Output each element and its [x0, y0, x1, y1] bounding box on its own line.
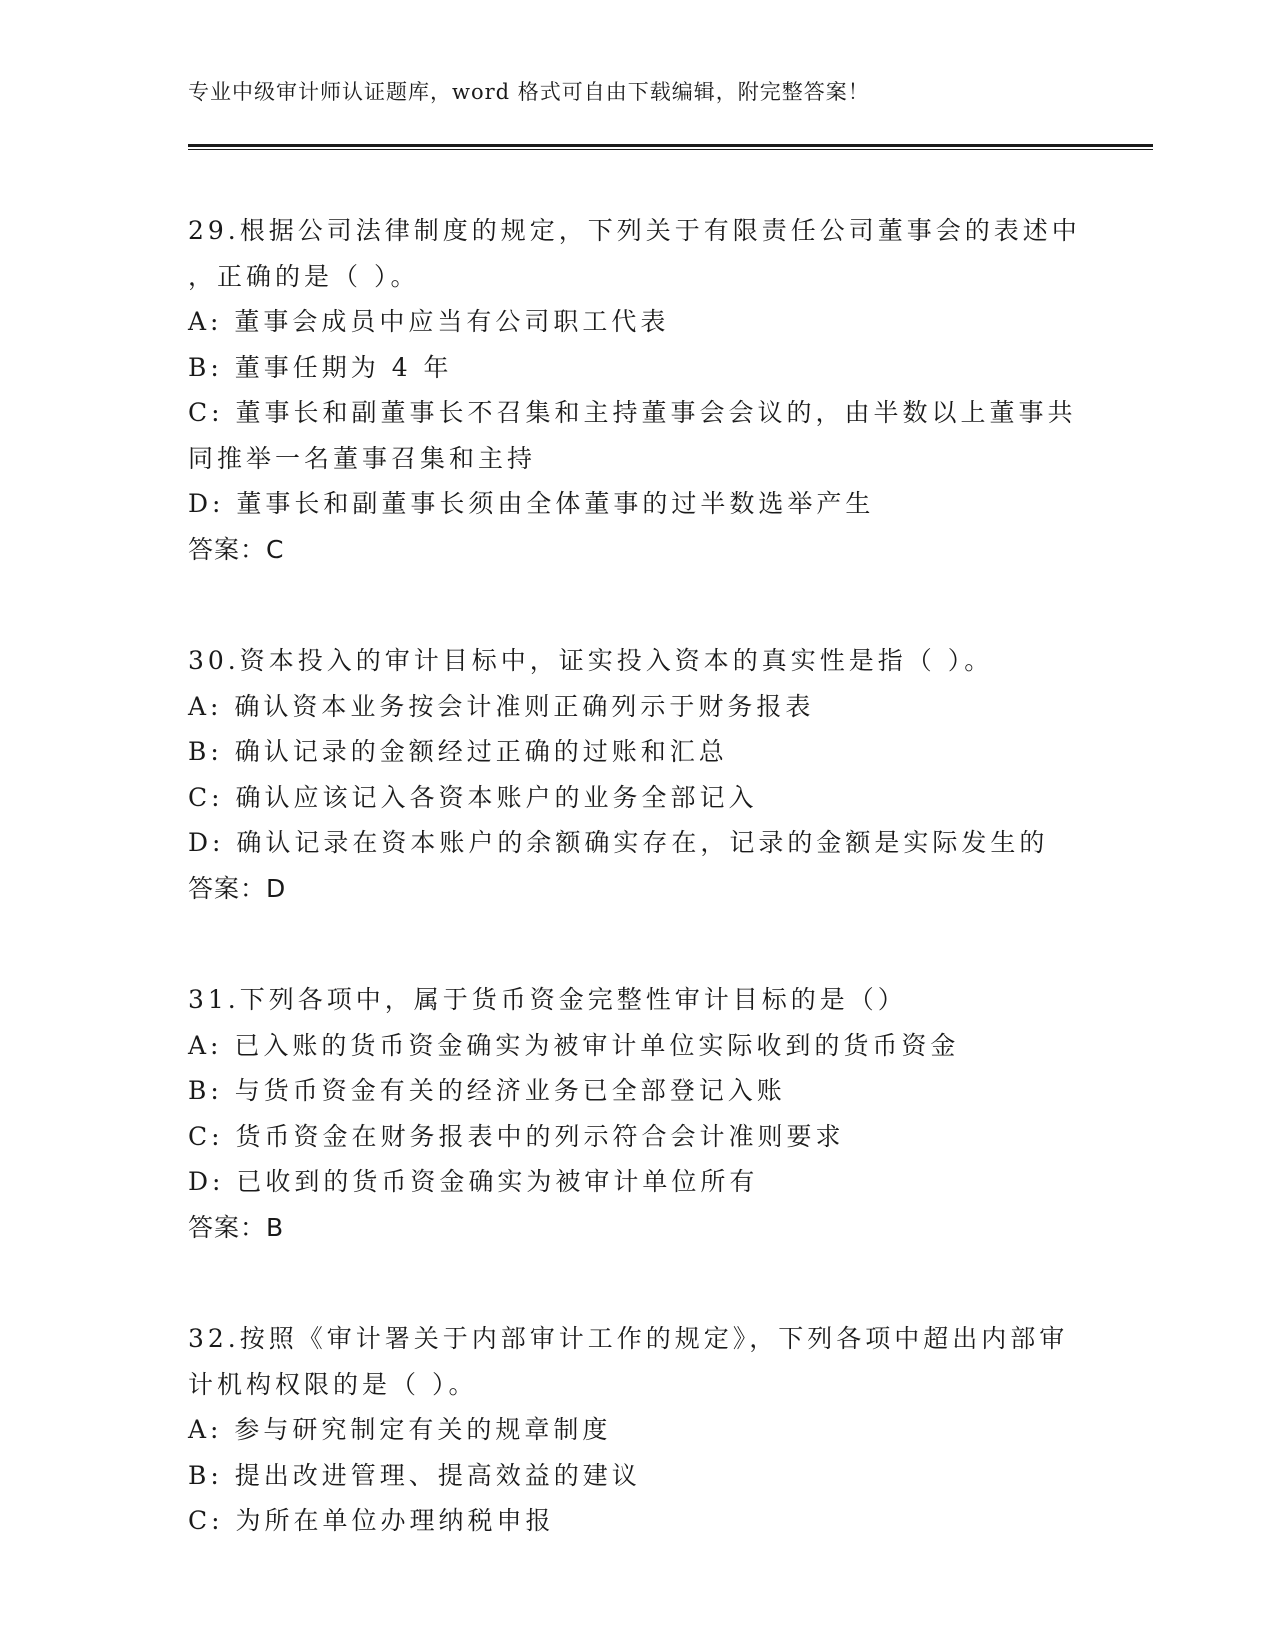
option-a: A: 已入账的货币资金确实为被审计单位实际收到的货币资金: [188, 1030, 960, 1060]
question-32: [188, 1316, 1088, 1544]
option-d: D: 已收到的货币资金确实为被审计单位所有: [188, 1167, 759, 1196]
option-d: D: 确认记录在资本账户的余额确实存在，记录的金额是实际发生的: [188, 828, 1049, 857]
option-b: B: 董事任期为 4 年: [188, 352, 453, 382]
option-c: C: 为所在单位办理纳税申报: [188, 1506, 555, 1535]
question-29: [188, 208, 1088, 572]
question-31: [188, 977, 1088, 1250]
option-b: B: 与货币资金有关的经济业务已全部登记入账: [188, 1076, 786, 1105]
answer: 答案：D: [188, 873, 287, 903]
question-30: [188, 638, 1088, 911]
question-stem: 30.资本投入的审计目标中，证实投入资本的真实性是指（ ）。: [188, 646, 994, 675]
header-text: 专业中级审计师认证题库，word 格式可自由下载编辑，附完整答案！: [188, 80, 870, 104]
option-b: B: 确认记录的金额经过正确的过账和汇总: [188, 737, 728, 766]
header-rule-thin: [188, 149, 1153, 150]
question-stem: 计机构权限的是（ ）。: [188, 1369, 478, 1399]
option-c: C: 货币资金在财务报表中的列示符合会计准则要求: [188, 1121, 845, 1151]
answer: 答案：C: [188, 534, 285, 564]
answer: 答案：B: [188, 1212, 285, 1242]
question-stem: ，正确的是（ ）。: [188, 261, 420, 291]
question-stem: 29.根据公司法律制度的规定，下列关于有限责任公司董事会的表述中: [188, 216, 1081, 245]
header-rule-thick: [188, 144, 1153, 147]
option-a: A: 确认资本业务按会计准则正确列示于财务报表: [188, 691, 815, 721]
question-stem: 31.下列各项中，属于货币资金完整性审计目标的是（）: [188, 985, 907, 1014]
option-b: B: 提出改进管理、提高效益的建议: [188, 1460, 641, 1490]
option-c: 同推举一名董事召集和主持: [188, 443, 537, 473]
question-list: [188, 208, 1088, 1610]
question-stem: 32.按照《审计署关于内部审计工作的规定》，下列各项中超出内部审: [188, 1324, 1069, 1353]
option-a: A: 参与研究制定有关的规章制度: [188, 1415, 612, 1444]
option-c: C: 董事长和副董事长不召集和主持董事会会议的，由半数以上董事共: [188, 398, 1077, 427]
option-c: C: 确认应该记入各资本账户的业务全部记入: [188, 782, 758, 812]
option-a: A: 董事会成员中应当有公司职工代表: [188, 307, 670, 336]
option-d: D: 董事长和副董事长须由全体董事的过半数选举产生: [188, 489, 875, 518]
